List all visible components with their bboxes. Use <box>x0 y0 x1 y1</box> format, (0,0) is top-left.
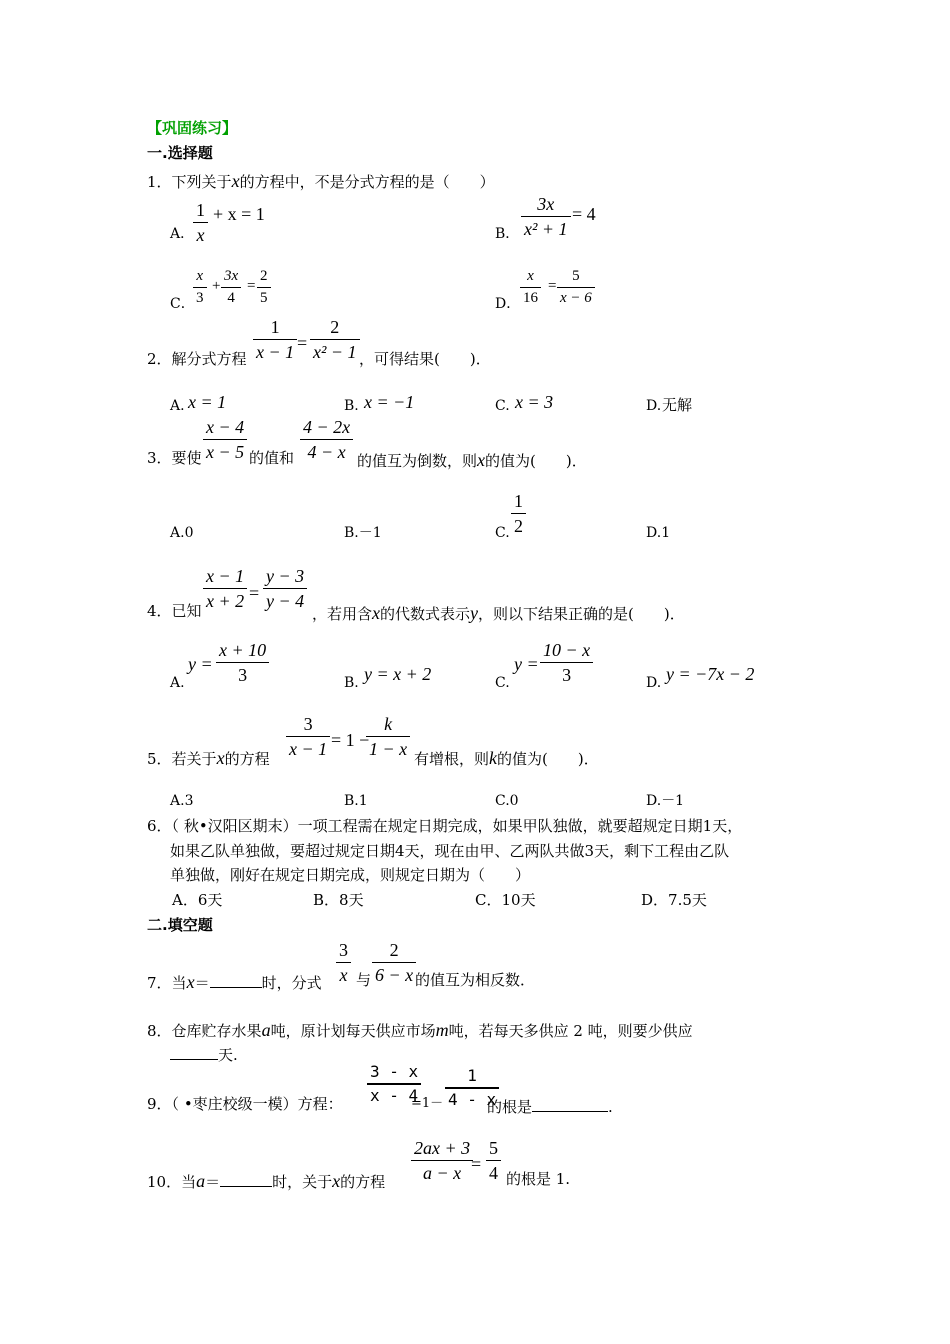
q2-option-d-label: D. <box>646 398 662 414</box>
question-4-tail: ，若用含x的代数式表示y，则以下结果正确的是( )． <box>312 603 685 623</box>
question-8-line1: 8．仓库贮存水果a吨，原计划每天供应市场m吨，若每天多供应 2 吨，则要少供应 <box>147 1020 693 1040</box>
q5-frac2: k 1 − x <box>366 715 410 758</box>
q10-eq: = <box>471 1154 482 1174</box>
q1-option-a-label: A． <box>170 226 195 242</box>
q1-option-a-fraction: 1 x <box>193 201 208 244</box>
q4-option-c-fraction: 10 − x 3 <box>540 641 593 684</box>
q3-option-a: A.0 <box>170 525 194 541</box>
q2-equation-frac2: 2 x² − 1 <box>310 318 360 361</box>
question-3-mid: 的值和 <box>249 449 295 467</box>
q6-option-c: C．10天 <box>475 891 536 909</box>
q3-option-c-label: C. <box>495 525 510 541</box>
q1-option-c-frac3: 2 5 <box>257 269 271 306</box>
q3-option-b: B.－1 <box>344 525 382 541</box>
q10-frac1: 2ax + 3 a − x <box>411 1139 473 1182</box>
q1-option-a-rest: + x = 1 <box>213 204 265 224</box>
q9-one-minus: =1－ <box>411 1096 444 1111</box>
q10-answer-blank[interactable] <box>220 1172 272 1187</box>
question-10-text: 10．当a＝ 时，关于x的方程 <box>147 1171 386 1191</box>
q4-option-a-label: A. <box>170 675 185 691</box>
question-7-text: 7．当x＝ 时，分式 <box>147 972 322 992</box>
question-6-line2: 如果乙队单独做，要超过规定日期4天，现在由甲、乙两队共做3天，剩下工程由乙队 <box>170 842 730 860</box>
question-1: 1．下列关于x的方程中，不是分式方程的是（ ） <box>147 171 495 191</box>
q9-answer-blank[interactable] <box>532 1097 608 1112</box>
q5-option-a: A.3 <box>170 793 194 809</box>
q7-conj: 与 <box>356 971 372 989</box>
q3-frac1: x − 4 x − 5 <box>203 418 247 461</box>
q4-option-c-y: y = <box>514 654 539 674</box>
q4-option-c-label: C. <box>495 675 510 691</box>
q4-option-b-expr: y = x + 2 <box>364 664 432 684</box>
section-heading: 【巩固练习】 <box>147 119 238 137</box>
q7-answer-blank[interactable] <box>210 973 262 988</box>
question-2-tail: ，可得结果( )． <box>359 350 491 368</box>
q7-frac2: 2 6 − x <box>372 941 416 984</box>
question-5-tail: 有增根，则k的值为( )． <box>414 748 599 768</box>
q1-option-c-label: C． <box>170 296 195 312</box>
question-8-line2: 天. <box>170 1045 238 1063</box>
q1-option-c-eq: = <box>247 278 256 294</box>
q2-option-b-label: B. <box>344 398 359 414</box>
q7-frac1: 3 x <box>336 941 351 984</box>
q4-option-d-label: D. <box>646 675 662 691</box>
q8-answer-blank[interactable] <box>170 1045 218 1060</box>
q1-option-b-fraction: 3x x² + 1 <box>521 195 571 238</box>
q5-option-c: C.0 <box>495 793 519 809</box>
q10-frac2: 5 4 <box>486 1139 501 1182</box>
question-4-text: 4．已知 <box>147 602 202 620</box>
q5-frac1: 3 x − 1 <box>286 715 330 758</box>
q3-option-d: D.1 <box>646 525 671 541</box>
q5-option-d: D.－1 <box>646 793 685 809</box>
q6-option-b: B．8天 <box>313 891 364 909</box>
q1-option-d-eq: = <box>548 278 557 294</box>
q6-option-d: D．7.5天 <box>641 891 707 909</box>
q2-equation-eq: = <box>297 333 308 353</box>
q1-option-b-label: B． <box>495 226 520 242</box>
q5-option-b: B.1 <box>344 793 368 809</box>
q1-option-d-frac1: x 16 <box>520 269 541 306</box>
q2-option-a-label: A. <box>170 398 185 414</box>
q9-frac2: 1 4 - x <box>445 1068 499 1108</box>
question-6-line1: 6．（ 秋•汉阳区期末）一项工程需在规定日期完成，如果甲队独做，就要超规定日期1天， <box>147 817 743 835</box>
q2-option-d-expr: 无解 <box>662 396 693 414</box>
q1-option-b-rest: = 4 <box>572 204 596 224</box>
q3-frac2: 4 − 2x 4 − x <box>300 418 353 461</box>
q5-one-minus: = 1 − <box>331 730 370 750</box>
q4-eq: = <box>249 583 260 603</box>
q1-option-c-frac2: 3x 4 <box>221 269 241 306</box>
q1-option-c-frac1: x 3 <box>193 269 207 306</box>
section-title-choice: 一.选择题 <box>147 144 213 162</box>
q9-frac1: 3 - x x - 4 <box>367 1064 421 1104</box>
question-2-text: 2．解分式方程 <box>147 350 247 368</box>
q4-option-b-label: B. <box>344 675 359 691</box>
section-title-fill: 二.填空题 <box>147 916 213 934</box>
question-9-tail: 的根是 . <box>487 1098 613 1116</box>
question-3-tail: 的值互为倒数，则x的值为( )． <box>357 450 587 470</box>
q3-option-c-fraction: 1 2 <box>511 492 526 535</box>
q2-equation-frac1: 1 x − 1 <box>253 318 297 361</box>
q1-option-c-plus: + <box>212 278 221 294</box>
q4-frac-right: y − 3 y − 4 <box>263 567 307 610</box>
q2-option-a-expr: x = 1 <box>188 392 227 412</box>
q1-option-d-label: D． <box>495 296 521 312</box>
q4-frac-left: x − 1 x + 2 <box>203 567 247 610</box>
q4-option-a-fraction: x + 10 3 <box>216 641 269 684</box>
question-5-text: 5．若关于x的方程 <box>147 748 270 768</box>
question-7-tail: 的值互为相反数． <box>415 971 536 989</box>
question-6-line3: 单独做，刚好在规定日期完成，则规定日期为（ ） <box>170 866 531 884</box>
question-3-text: 3．要使 <box>147 449 202 467</box>
q6-option-a: A．6天 <box>172 891 223 909</box>
q2-option-b-expr: x = −1 <box>364 392 415 412</box>
q2-option-c-expr: x = 3 <box>515 392 554 412</box>
question-9-text: 9．（ •枣庄校级一模）方程： <box>147 1095 343 1113</box>
question-10-tail: 的根是 1. <box>506 1170 571 1188</box>
q4-option-d-expr: y = −7x − 2 <box>666 664 755 684</box>
q2-option-c-label: C. <box>495 398 510 414</box>
q4-option-a-y: y = <box>188 654 213 674</box>
q1-option-d-frac2: 5 x − 6 <box>557 269 595 306</box>
